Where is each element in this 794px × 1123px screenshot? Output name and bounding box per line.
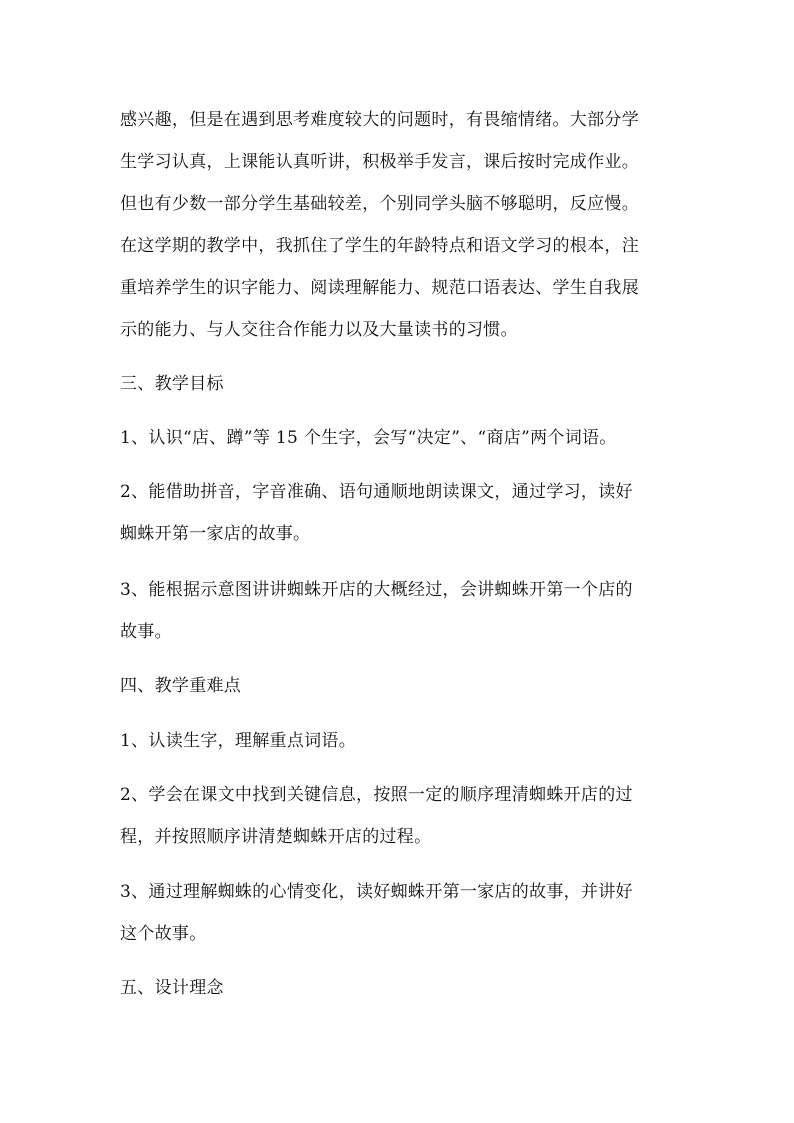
list-item-line: 程，并按照顺序讲清楚蜘蛛开店的过程。 [120, 827, 432, 847]
section-heading: 四、教学重难点 [120, 676, 242, 696]
paragraph-line: 示的能力、与人交往合作能力以及大量读书的习惯。 [120, 320, 518, 340]
paragraph-line: 重培养学生的识字能力、阅读理解能力、规范口语表达、学生自我展 [120, 278, 639, 298]
list-item-line: 蜘蛛开第一家店的故事。 [120, 524, 311, 544]
list-item-line: 2、学会在课文中找到关键信息，按照一定的顺序理清蜘蛛开店的过 [120, 785, 633, 805]
list-item-line: 2、能借助拼音，字音准确、语句通顺地朗读课文，通过学习，读好 [120, 482, 633, 502]
list-item-line: 3、通过理解蜘蛛的心情变化，读好蜘蛛开第一家店的故事，并讲好 [120, 882, 633, 902]
section-heading: 五、设计理念 [120, 978, 224, 998]
list-item-line: 3、能根据示意图讲讲蜘蛛开店的大概经过，会讲蜘蛛开第一个店的 [120, 580, 633, 600]
paragraph-line: 在这学期的教学中，我抓住了学生的年龄特点和语文学习的根本，注 [120, 236, 639, 256]
list-item-line: 这个故事。 [120, 924, 207, 944]
section-heading: 三、教学目标 [120, 374, 224, 394]
list-item-line: 1、认识“店、蹲”等 15 个生字，会写“决定”、“商店”两个词语。 [120, 428, 617, 448]
list-item-line: 故事。 [120, 622, 172, 642]
paragraph-line: 生学习认真，上课能认真听讲，积极举手发言，课后按时完成作业。 [120, 152, 639, 172]
list-item-line: 1、认读生字，理解重点词语。 [120, 731, 357, 751]
paragraph-line: 感兴趣，但是在遇到思考难度较大的问题时，有畏缩情绪。大部分学 [120, 110, 639, 130]
paragraph-line: 但也有少数一部分学生基础较差，个别同学头脑不够聪明，反应慢。 [120, 194, 639, 214]
